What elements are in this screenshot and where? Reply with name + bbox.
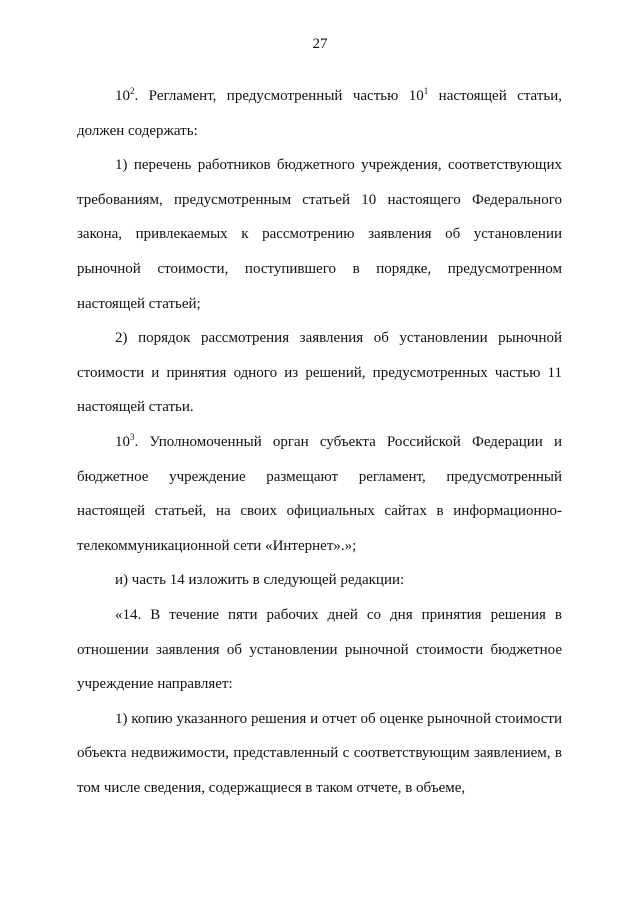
paragraph-item-2: 2) порядок рассмотрения заявления об установлении рыночной стоимости и принятия одного из решений, предусмотренных частью 11 настоящей статьи. bbox=[77, 330, 562, 416]
paragraph-item-1: 1) перечень работников бюджетного учреждения, соответствующих требованиям, предусмотренным статьей 10 настоящего Федерального закона, привлекаемых к рассмотрению заявления об установлении рыночной стоимости, поступившего в порядке, предусмотренном настоящей статьей; bbox=[77, 157, 562, 312]
paragraph-part-14: «14. В течение пяти рабочих дней со дня принятия решения в отношении заявления об установлении рыночной стоимости бюджетное учреждение направляет: bbox=[77, 606, 562, 693]
document-body bbox=[77, 79, 562, 805]
paragraph-item-i: и) часть 14 изложить в следующей редакции: bbox=[115, 572, 405, 589]
page-number: 27 bbox=[312, 36, 328, 52]
paragraph-part-14-item-1: 1) копию указанного решения и отчет об оценке рыночной стоимости объекта недвижимости, представленный с соответствующим заявлением, в том числе сведения, содержащиеся в таком отчете, в объеме, bbox=[77, 710, 562, 796]
paragraph-10-3: $10^3$. Уполномоченный орган субъекта Российской Федерации и бюджетное учреждение размещают регламент, предусмотренный настоящей статьей, на своих официальных сайтах в информационно-телекоммуникационной сети «Интернет».»; bbox=[77, 431, 562, 554]
paragraph-10-2: $10^2$. Регламент, предусмотренный частью $10^1$ настоящей статьи, должен содержать: bbox=[77, 86, 562, 139]
